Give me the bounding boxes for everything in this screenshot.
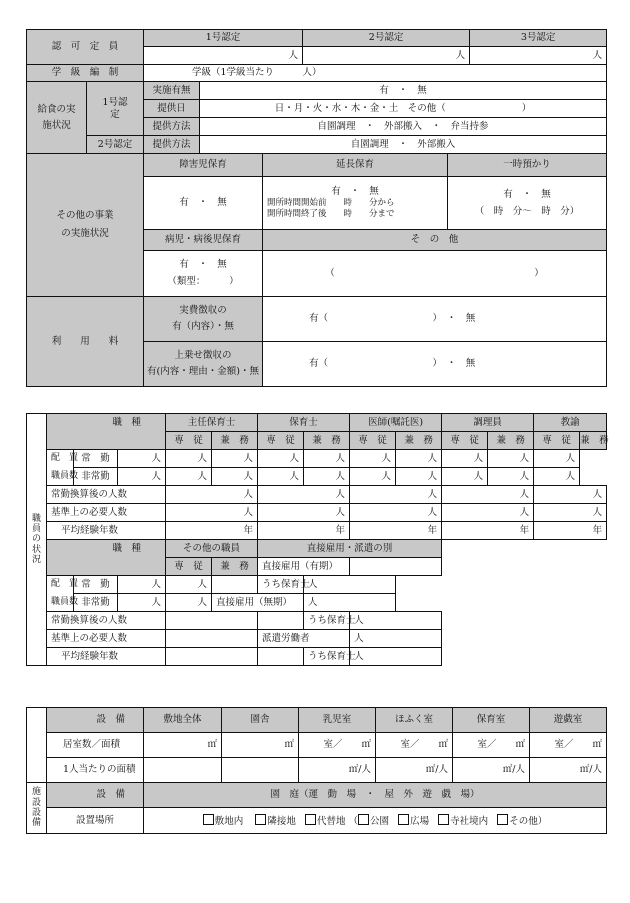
col-yuugishitsu: 遊戯室 <box>530 708 607 733</box>
checkbox-icon[interactable] <box>497 814 508 825</box>
teikyou-houhou-2-label: 提供方法 <box>144 136 200 154</box>
byouji-value[interactable] <box>144 251 263 297</box>
nyujishitsu-hitori[interactable]: ㎡/人 <box>299 758 376 783</box>
haken-uchi-spacer <box>258 648 304 666</box>
basho-options <box>144 808 607 834</box>
kennmu-1: 兼 務 <box>212 432 258 450</box>
joukin-label-2: 常 勤 <box>74 576 118 594</box>
gou2-header: 2号認定 <box>303 30 470 47</box>
ichiji-time[interactable]: （ 時 分～ 時 分） <box>474 205 580 217</box>
shikichi-hitori[interactable] <box>144 758 222 783</box>
muki-uchi-spacer <box>258 612 304 630</box>
teikyoubi-value[interactable]: 日・月・火・水・木・金・土 その他（ ） <box>200 100 607 118</box>
haichi-label: 配 置 職員数 <box>47 450 74 486</box>
jisshi-umu-value[interactable]: 有 ・ 無 <box>200 82 607 100</box>
uwanose-label-line2: 有(内容・理由・金額)・無 <box>147 366 259 377</box>
hijoukin-senju-5[interactable]: 人 <box>488 468 534 486</box>
yuki-value[interactable] <box>350 558 442 576</box>
keiken-4[interactable]: 年 <box>442 522 534 540</box>
keiken-3[interactable]: 年 <box>350 522 442 540</box>
sonota-label-line2: の実施状況 <box>61 228 109 239</box>
ninka-teiin-label: 認 可 定 員 <box>27 30 144 65</box>
kennmu-4: 兼 務 <box>488 432 534 450</box>
nyujishitsu-menseki[interactable]: 室／ ㎡ <box>299 733 376 758</box>
uwanose-label <box>144 342 263 387</box>
gakkyu-label: 学 級 編 制 <box>27 65 144 82</box>
kyoshitsu-label: 居室数／面積 <box>47 733 144 758</box>
hijoukin-senju-3[interactable]: 人 <box>304 468 350 486</box>
kyushoku-gou2-label: 2号認定 <box>87 136 144 154</box>
joukin-senju-4[interactable]: 人 <box>396 450 442 468</box>
col-nyujishitsu: 乳児室 <box>299 708 376 733</box>
gou2-count[interactable]: 人 <box>303 47 470 65</box>
hijoukin-senju-4[interactable]: 人 <box>396 468 442 486</box>
kyushoku-gou1-label: 1号認定 <box>87 82 144 136</box>
basho-option-daitaichi[interactable]: 代替地 <box>305 816 346 827</box>
senju-3: 専 従 <box>350 432 396 450</box>
hitsuyou-2[interactable]: 人 <box>258 504 350 522</box>
sonota-jigyou-label <box>27 154 144 297</box>
haken-value[interactable]: 人 <box>350 630 442 648</box>
jippi-label <box>144 297 263 342</box>
teikyou-houhou-2-value[interactable]: 自園調理 ・ 外部搬入 <box>200 136 607 154</box>
hofukushitsu-hitori[interactable]: ㎡/人 <box>376 758 453 783</box>
byouji-yumu[interactable]: 有 ・ 無 <box>179 259 227 271</box>
kansan-2[interactable]: 人 <box>258 486 350 504</box>
sonota-label: そ の 他 <box>263 230 607 251</box>
setsubi-label-1: 設 備 <box>47 708 144 733</box>
encho-yumu[interactable]: 有 ・ 無 <box>331 186 379 198</box>
entei-label: 園 庭（運 動 場 ・ 屋 外 遊 戯 場） <box>144 783 607 808</box>
hitsuyou-6[interactable] <box>166 630 258 648</box>
hijoukin-kennmu-3[interactable]: 人 <box>350 468 396 486</box>
keiken-label-1: 平均経験年数 <box>47 522 166 540</box>
jippi-label-line1: 実費徴収の <box>179 305 227 317</box>
hijoukin-kennmu-6[interactable]: 人 <box>166 594 212 612</box>
sonota-label-line1: その他の事業 <box>56 210 114 222</box>
shokushu-label-2: 職 種 <box>47 540 166 576</box>
yuki-uchi-spacer <box>212 576 258 594</box>
basho-option-kouen[interactable]: 公園 <box>358 816 389 827</box>
keiken-1[interactable]: 年 <box>166 522 258 540</box>
shokuin-side-label: 職員の状況 <box>27 414 47 666</box>
shogaiji-hoiku-label: 障害児保育 <box>144 154 263 177</box>
gakkyu-value[interactable]: 学級（1学級当たり 人） <box>144 65 607 82</box>
byouji-ruikei[interactable]: （類型： ） <box>167 276 239 287</box>
shisetsu-side-label: 施設設備 <box>27 783 47 834</box>
kennmu-3: 兼 務 <box>396 432 442 450</box>
yuki-uchi-label: うち保育士 <box>258 576 304 594</box>
kansan-4[interactable]: 人 <box>442 486 534 504</box>
keiken-5[interactable]: 年 <box>534 522 607 540</box>
hijoukin-senju-1[interactable]: 人 <box>118 468 166 486</box>
joukin-kennmu-6[interactable]: 人 <box>166 576 212 594</box>
hijoukin-kennmu-5[interactable]: 人 <box>534 468 580 486</box>
kyushoku-label-line2: 施状況 <box>42 119 71 131</box>
kyushoku-label-line1: 給食の実 <box>37 103 76 115</box>
basho-option-sonota[interactable]: その他） <box>497 816 547 827</box>
basho-label: 設置場所 <box>47 808 144 834</box>
uwanose-label-line1: 上乗せ徴収の <box>174 350 232 362</box>
hitsuyou-label-2: 基準上の必要人数 <box>47 630 166 648</box>
muki-value[interactable]: 人 <box>304 594 396 612</box>
haichi-label-2: 配 置 職員数 <box>47 576 74 612</box>
senju-5: 専 従 <box>534 432 580 450</box>
teikyoubi-label: 提供日 <box>144 100 200 118</box>
col-chouriin: 調理員 <box>442 414 534 432</box>
ichiji-azukari-label: 一時預かり <box>448 154 607 177</box>
encho-end-time[interactable]: 開所時間終了後 時 分まで <box>267 208 395 219</box>
joukin-senju-1[interactable]: 人 <box>118 450 166 468</box>
basho-option-jisha[interactable]: 寺社境内 <box>438 816 488 827</box>
kansan-label-2: 常勤換算後の人数 <box>47 612 166 630</box>
col-hoikushi: 保育士 <box>258 414 350 432</box>
joukin-senju-3[interactable]: 人 <box>304 450 350 468</box>
yuugishitsu-hitori[interactable]: ㎡/人 <box>530 758 607 783</box>
shogaiji-yumu[interactable]: 有 ・ 無 <box>144 177 263 230</box>
keiken-label-2: 平均経験年数 <box>47 648 166 666</box>
shikichi-menseki[interactable]: ㎡ <box>144 733 222 758</box>
hitsuyou-5[interactable]: 人 <box>534 504 607 522</box>
kennmu-2: 兼 務 <box>304 432 350 450</box>
col-hofukushitsu: ほふく室 <box>376 708 453 733</box>
checkbox-icon[interactable] <box>438 814 449 825</box>
col-shunin-hoikushi: 主任保育士 <box>166 414 258 432</box>
riyouryou-label: 利 用 料 <box>27 297 144 387</box>
basho-option-rinsetsuchi[interactable]: 隣接地 <box>255 816 296 827</box>
ensha-hitori[interactable] <box>222 758 299 783</box>
senju-1: 専 従 <box>166 432 212 450</box>
joukin-senju-5[interactable]: 人 <box>488 450 534 468</box>
hoikushitsu-menseki[interactable]: 室／ ㎡ <box>453 733 530 758</box>
muki-uchi-label: うち保育士 <box>304 612 350 630</box>
keiken-6[interactable] <box>166 648 258 666</box>
keiken-2[interactable]: 年 <box>258 522 350 540</box>
chokusetsu-haken-label: 直接雇用・派遣の別 <box>258 540 442 558</box>
checkbox-icon[interactable] <box>358 814 369 825</box>
basho-paren-open: （ <box>348 815 358 827</box>
teikyou-houhou-1-value[interactable]: 自園調理 ・ 外部搬入 ・ 弁当持参 <box>200 118 607 136</box>
yuugishitsu-menseki[interactable]: 室／ ㎡ <box>530 733 607 758</box>
checkbox-icon[interactable] <box>203 814 214 825</box>
haken-label: 派遣労働者 <box>258 630 350 648</box>
ichiji-yumu[interactable]: 有 ・ 無 <box>503 188 551 200</box>
hijoukin-kennmu-4[interactable]: 人 <box>442 468 488 486</box>
hijoukin-label-2: 非常勤 <box>74 594 118 612</box>
uwanose-value[interactable]: 有（ ） ・ 無 <box>263 342 607 387</box>
hijoukin-label-1: 非常勤 <box>74 468 118 486</box>
senju-6: 専 従 <box>166 558 212 576</box>
checkbox-icon[interactable] <box>305 814 316 825</box>
col-kyouyu: 教諭 <box>534 414 607 432</box>
col-ishi: 医師(嘱託医) <box>350 414 442 432</box>
gou1-count[interactable]: 人 <box>144 47 303 65</box>
shokushu-label: 職 種 <box>47 414 166 450</box>
blank-area <box>442 540 607 666</box>
senju-4: 専 従 <box>442 432 488 450</box>
kansan-5[interactable]: 人 <box>534 486 607 504</box>
haken-uchi-label: うち保育士 <box>304 648 350 666</box>
col-ensha: 園舎 <box>222 708 299 733</box>
hitori-label: 1人当たりの面積 <box>47 758 144 783</box>
joukin-senju-2[interactable]: 人 <box>212 450 258 468</box>
jippi-value[interactable]: 有（ ） ・ 無 <box>263 297 607 342</box>
joukin-kennmu-4[interactable]: 人 <box>442 450 488 468</box>
hijoukin-senju-6[interactable]: 人 <box>118 594 166 612</box>
checkbox-icon[interactable] <box>398 814 409 825</box>
setsubi-label-2: 設 備 <box>47 783 144 808</box>
jippi-label-line2: 有（内容）・無 <box>172 321 234 332</box>
ichiji-value[interactable] <box>448 177 607 230</box>
encho-start-time[interactable]: 開所時間開始前 時 分から <box>267 198 395 209</box>
upper-form-table <box>26 29 607 387</box>
hoikushitsu-hitori[interactable]: ㎡/人 <box>453 758 530 783</box>
hofukushitsu-menseki[interactable]: 室／ ㎡ <box>376 733 453 758</box>
basho-option-shikichinai[interactable]: 敷地内 <box>203 816 244 827</box>
hijoukin-kennmu-1[interactable]: 人 <box>166 468 212 486</box>
ensha-menseki[interactable]: ㎡ <box>222 733 299 758</box>
checkbox-icon[interactable] <box>255 814 266 825</box>
haken-uchi-value[interactable]: 人 <box>350 648 442 666</box>
kansan-3[interactable]: 人 <box>350 486 442 504</box>
senju-2: 専 従 <box>258 432 304 450</box>
basho-option-hiroba[interactable]: 広場 <box>398 816 429 827</box>
shisetsu-side-blank <box>27 708 47 783</box>
jisshi-umu-label: 実施有無 <box>144 82 200 100</box>
col-hoikushitsu: 保育室 <box>453 708 530 733</box>
kansan-label-1: 常勤換算後の人数 <box>47 486 166 504</box>
joukin-label-1: 常 勤 <box>74 450 118 468</box>
byouji-hoiku-label: 病児・病後児保育 <box>144 230 263 251</box>
hitsuyou-1[interactable]: 人 <box>166 504 258 522</box>
gou3-count[interactable]: 人 <box>470 47 607 65</box>
encho-hoiku-label: 延長保育 <box>263 154 448 177</box>
kansan-1[interactable]: 人 <box>166 486 258 504</box>
joukin-kennmu-5[interactable]: 人 <box>534 450 580 468</box>
hitsuyou-4[interactable]: 人 <box>442 504 534 522</box>
gou1-header: 1号認定 <box>144 30 303 47</box>
kennmu-5: 兼 務 <box>580 432 607 450</box>
teikyou-houhou-1-label: 提供方法 <box>144 118 200 136</box>
hijoukin-kennmu-2[interactable]: 人 <box>258 468 304 486</box>
yuki-uchi-value[interactable]: 人 <box>304 576 396 594</box>
joukin-kennmu-1[interactable]: 人 <box>166 450 212 468</box>
kyushoku-label <box>27 82 87 154</box>
joukin-senju-6[interactable]: 人 <box>118 576 166 594</box>
shisetsu-table <box>26 707 607 834</box>
joukin-kennmu-2[interactable]: 人 <box>258 450 304 468</box>
encho-value[interactable] <box>263 177 448 230</box>
hitsuyou-label-1: 基準上の必要人数 <box>47 504 166 522</box>
hijoukin-senju-2[interactable]: 人 <box>212 468 258 486</box>
hitsuyou-3[interactable]: 人 <box>350 504 442 522</box>
joukin-kennmu-3[interactable]: 人 <box>350 450 396 468</box>
kennmu-6: 兼 務 <box>212 558 258 576</box>
col-sonota-shokuin: その他の職員 <box>166 540 258 558</box>
col-shikichi: 敷地全体 <box>144 708 222 733</box>
yuki-label: 直接雇用（有期） <box>258 558 350 576</box>
sonota-value[interactable]: （ ） <box>263 251 607 297</box>
muki-uchi-value[interactable]: 人 <box>350 612 442 630</box>
gou3-header: 3号認定 <box>470 30 607 47</box>
muki-label: 直接雇用（無期） <box>212 594 304 612</box>
kansan-6[interactable] <box>166 612 258 630</box>
shokuin-table <box>26 413 607 666</box>
